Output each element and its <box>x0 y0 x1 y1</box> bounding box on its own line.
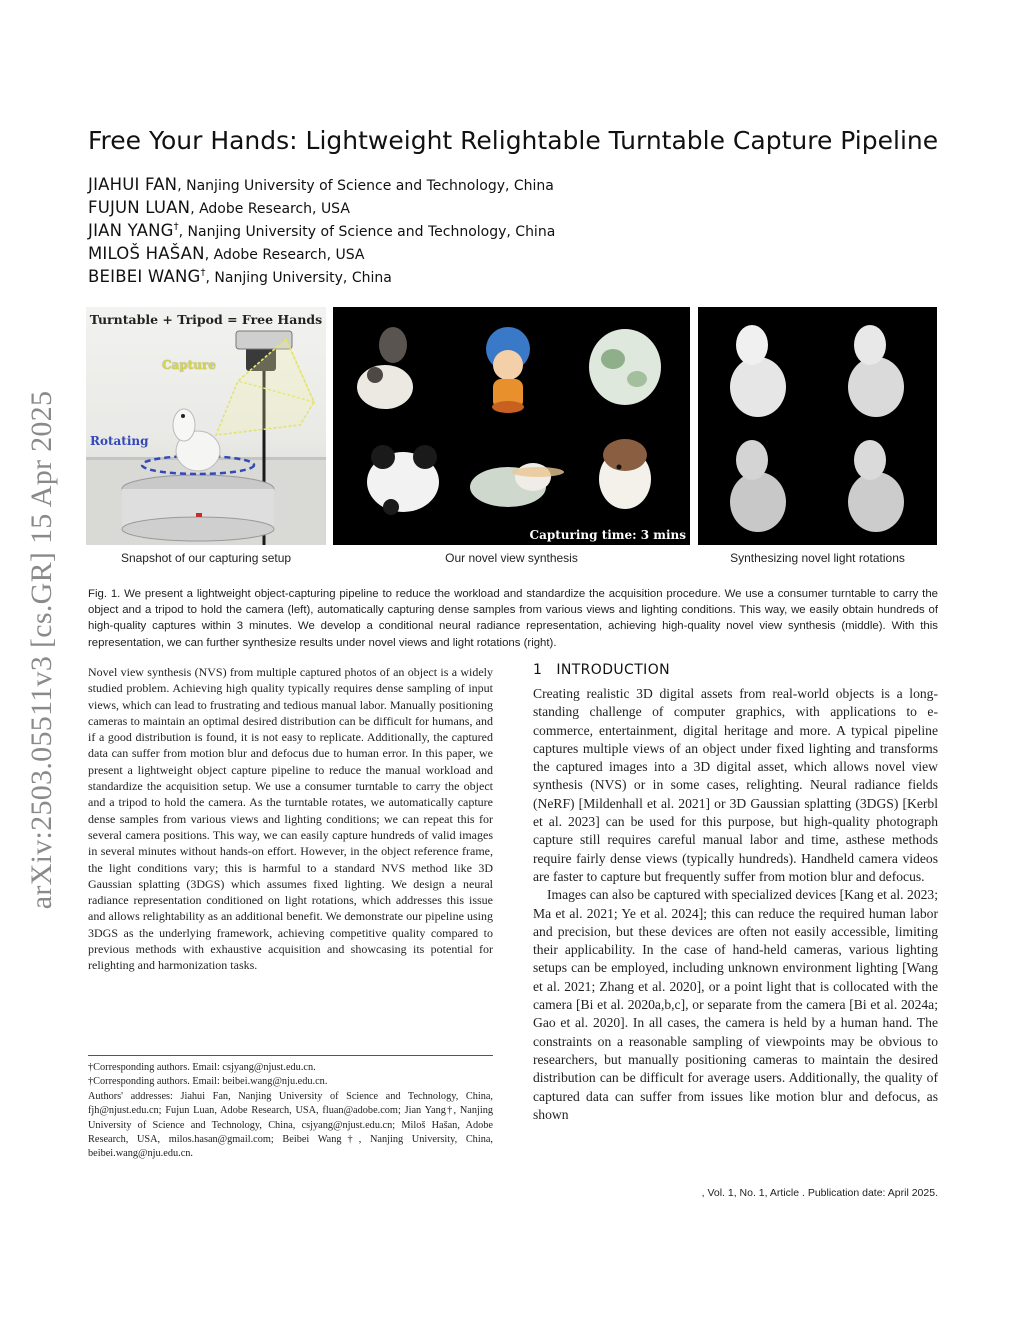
alpaca-render <box>730 440 786 532</box>
subfigure-caption: Snapshot of our capturing setup <box>120 551 292 565</box>
author-line <box>88 267 392 286</box>
subfigure-caption: Our novel view synthesis <box>445 551 578 565</box>
doll-figurine <box>486 327 530 413</box>
author-affiliation: , Adobe Research, USA <box>204 247 365 263</box>
author-line <box>88 198 350 217</box>
page-footer: , Vol. 1, No. 1, Article . Publication date: April 2025. <box>701 1187 938 1199</box>
footnote: †Corresponding authors. Email: csjyang@njust.edu.cn. <box>88 1062 316 1073</box>
author-name: MILOŠ HAŠAN <box>88 244 205 263</box>
paper-title: Free Your Hands: Lightweight Relightable Turntable Capture Pipeline <box>88 126 939 155</box>
footnote: †Corresponding authors. Email: beibei.wang@nju.edu.cn. <box>88 1076 328 1088</box>
arxiv-identifier: arXiv:2503.05511v3 [cs.GR] 15 Apr 2025 <box>25 390 58 910</box>
author-affiliation: , Nanjing University, China <box>205 270 392 286</box>
section-title: INTRODUCTION <box>556 662 670 678</box>
author-affiliation: , Adobe Research, USA <box>190 201 350 217</box>
arxiv-sidebar <box>12 350 72 950</box>
light-rotation-image <box>698 307 937 545</box>
author-line <box>88 221 555 240</box>
panda-plush <box>367 445 439 515</box>
author-name: FUJUN LUAN <box>88 198 191 217</box>
alpaca-renders <box>698 307 937 545</box>
bird-plush <box>599 439 651 509</box>
plush-toys <box>470 463 564 507</box>
author-mark: † <box>200 267 206 279</box>
alpaca-render <box>730 325 786 417</box>
figure-caption: Fig. 1. We present a lightweight object-capturing pipeline to reduce the workload and standardize the acquisition procedure. We use a consumer turntable to carry the object and a tripod to hold the camera (left), automatically capturing dense samples from various views and lighting conditions. This way, we easily obtain hundreds of high-quality captures within 3 minutes. We develop a conditional neural radiance representation, achieving high-quality novel view synthesis (middle). With this representation, we can further synthesize results under novel views and light rotations (right). <box>88 588 938 649</box>
section-heading <box>533 662 670 678</box>
footnote-rule <box>88 1055 493 1056</box>
capturing-time-label: Capturing time: 3 mins <box>529 528 686 542</box>
capture-label: Capture <box>162 358 216 372</box>
vase <box>589 329 661 405</box>
alpaca-render <box>848 440 904 532</box>
setup-photo <box>86 307 326 545</box>
cat-figurine <box>357 327 413 409</box>
author-name: JIAHUI FAN <box>88 175 178 194</box>
author-line <box>88 244 364 263</box>
author-name: BEIBEI WANG <box>88 267 201 286</box>
setup-overlay-title: Turntable + Tripod = Free Hands <box>89 312 323 327</box>
setup-illustration <box>86 307 326 545</box>
object-renders <box>333 307 690 545</box>
subfigure-caption: Synthesizing novel light rotations <box>730 551 905 565</box>
novel-view-synthesis-image <box>333 307 690 545</box>
footnotes <box>88 1061 493 1162</box>
author-name: JIAN YANG <box>88 221 174 240</box>
paragraph: Images can also be captured with specialized devices [Kang et al. 2023; Ma et al. 2021; Ye et al. 2024]; this can reduce the required human labor and precision, but these devices are often not easily accessible, limiting their applicability. In the case of hand-held cameras, various lighting setups can be employed, including unknown environment lighting [Wang et al. 2021; Zhang et al. 2020], or a point light that is collocated with the camera [Bi et al. 2020a,b,c], or separate from the camera [Bi et al. 2024a; Gao et al. 2020]. In all cases, the camera is held by a human hand. The constraints on a reasonable sampling of viewpoints may be obvious to researchers, but manually positioning cameras to maintain the desired distribution can be difficult for average users. Additionally, the quality of captured data can suffer from issues like motion blur and defocus, as shown <box>533 887 938 1122</box>
author-affiliation: , Nanjing University of Science and Technology, China <box>177 178 554 194</box>
paragraph: Creating realistic 3D digital assets from real-world objects is a long-standing challenge of computer graphics, with applications to e-commerce, entertainment, digital heritage and more. A typical pipeline captures multiple views of an object under fixed lighting and transforms the captured images into a 3D digital asset, which allows novel view synthesis (NVS) or in some cases, relighting. Neural radiance fields (NeRF) [Mildenhall et al. 2021] or 3D Gaussian splatting (3DGS) [Kerbl et al. 2023] can be used for this purpose, but high-quality photograph capture still requires careful manual labor and time, asthese methods require fairly dense views (typically hundreds). Handheld camera videos are faster to capture but frequently suffer from motion blur and defocus. <box>533 686 938 884</box>
alpaca-render <box>848 325 904 417</box>
introduction-body <box>533 685 938 1124</box>
author-mark: † <box>173 221 179 233</box>
author-line <box>88 175 554 194</box>
rotating-label: Rotating <box>90 434 149 448</box>
section-number: 1 <box>533 662 543 678</box>
author-affiliation: , Nanjing University of Science and Technology, China <box>178 224 556 240</box>
footnote: Authors' addresses: Jiahui Fan, Nanjing University of Science and Technology, China, fjh@njust.edu.cn; Fujun Luan, Adobe Research, USA, fluan@adobe.com; Jian Yang†, Nanjing University of Science and Technology, China, csjyang@njust.edu.cn; Miloš Hašan, Adobe Research, USA, milos.hasan@gmail.com; Beibei Wang†, Nanjing University, China, beibei.wang@nju.edu.cn. <box>88 1090 493 1160</box>
abstract: Novel view synthesis (NVS) from multiple captured photos of an object is a widely studied problem. Achieving high quality typically requires dense sampling of input views, which can lead to frustrating and tedious manual labor. Manually positioning cameras to maintain an optimal desired distribution can be difficult for humans, and if a good distribution is found, it is not easy to replicate. Additionally, the captured data can suffer from motion blur and defocus due to human error. In this paper, we present a lightweight object capture pipeline to reduce the manual workload and standardize the acquisition setup. We use a consumer turntable to carry the object and a tripod to hold the camera. As the turntable rotates, we automatically capture dense samples from various views and lighting conditions; we can repeat this for several camera positions. This way, we can easily capture hundreds of valid images in several minutes without hands-on effort. However, in the object reference frame, the light conditions vary; this is harmful to a standard NVS method like 3D Gaussian splatting (3DGS) which assumes fixed lighting. We design a neural radiance representation conditioned on light rotations, which addresses this issue and allows relightability as an additional benefit. We demonstrate our pipeline using 3DGS as the underlying framework, achieving competitive quality compared to previous methods with exhaustive acquisition and showcasing its potential for relighting and harmonization tasks. <box>88 665 493 973</box>
